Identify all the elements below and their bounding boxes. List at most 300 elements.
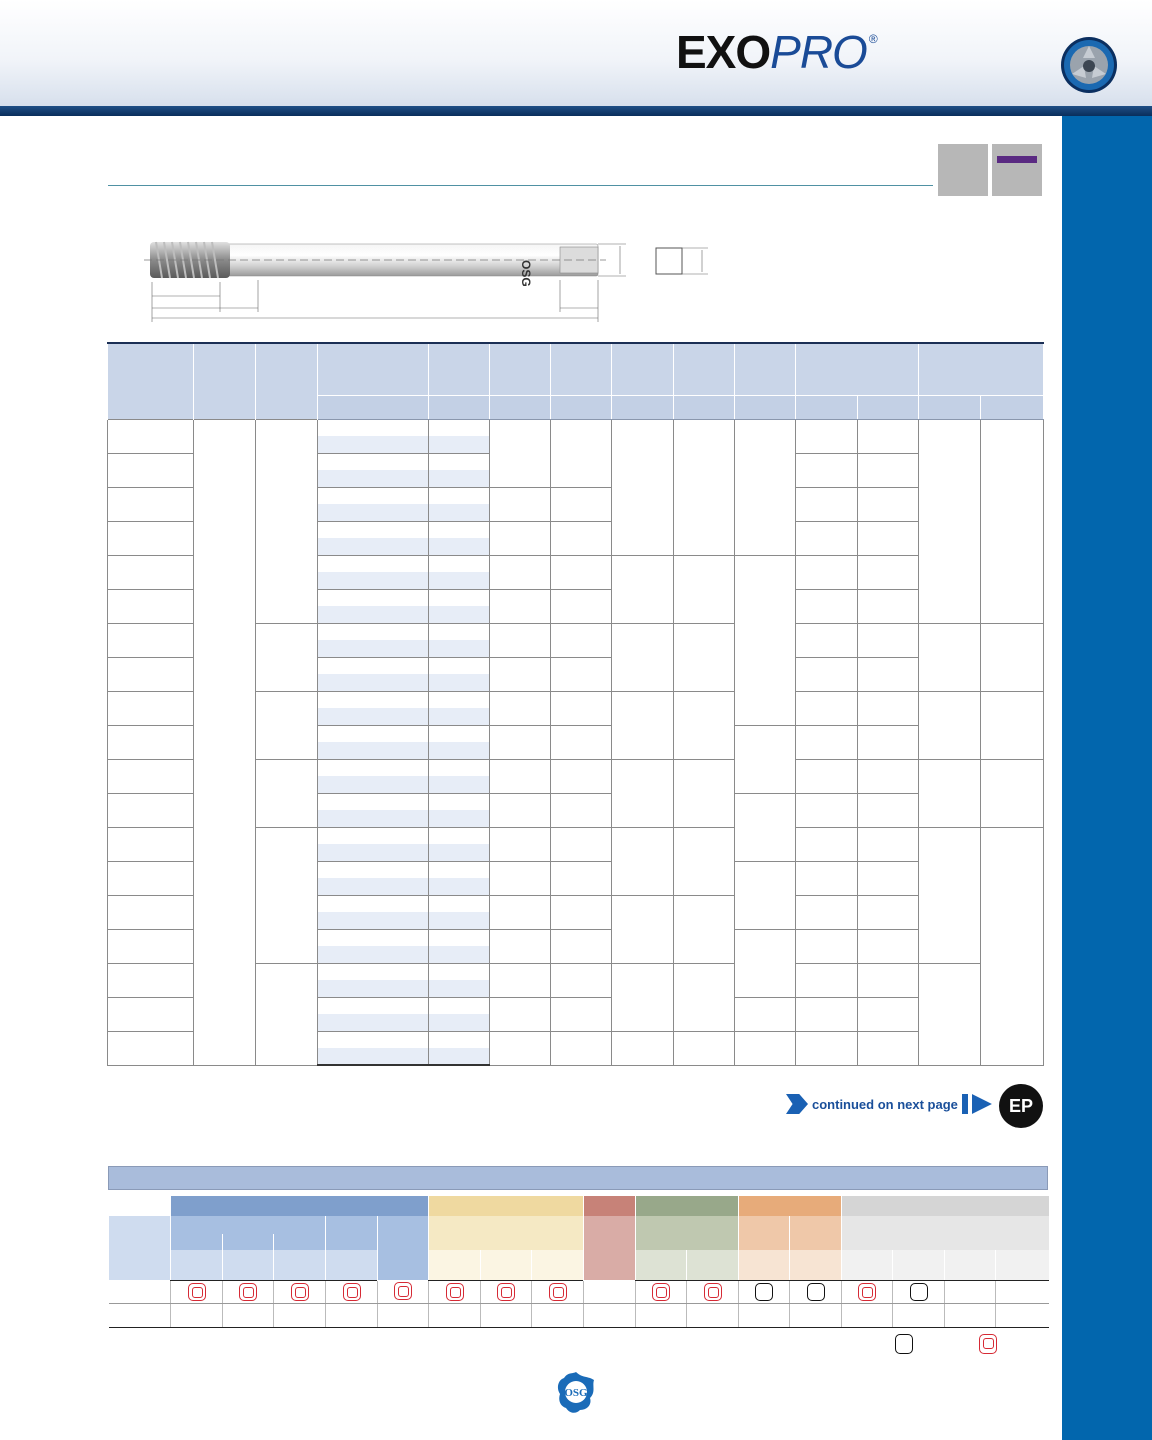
table-cell <box>551 657 612 691</box>
table-cell <box>551 419 612 487</box>
table-cell <box>735 1031 796 1065</box>
table-cell <box>674 419 735 555</box>
mat-sub-5 <box>584 1216 636 1280</box>
applicable-symbol-icon <box>807 1283 825 1301</box>
table-cell <box>429 691 490 708</box>
table-cell <box>318 997 429 1014</box>
bar-icon <box>962 1094 968 1114</box>
mat-cell <box>687 1303 739 1327</box>
title-rule <box>108 185 933 186</box>
table-cell <box>796 963 858 997</box>
svg-text:OSG: OSG <box>564 1387 588 1399</box>
table-cell <box>981 419 1044 623</box>
table-cell <box>429 487 490 504</box>
table-cell <box>490 793 551 827</box>
tap-spec-table <box>107 342 1044 1066</box>
table-cell <box>318 963 429 980</box>
table-cell <box>796 793 858 827</box>
table-cell <box>318 606 429 623</box>
table-cell <box>551 793 612 827</box>
continued-note <box>786 1092 992 1116</box>
table-cell <box>490 929 551 963</box>
table-cell <box>108 895 194 929</box>
ep-badge: EP <box>999 1084 1043 1128</box>
arrow-left-icon <box>786 1094 808 1114</box>
sub-head <box>490 395 551 419</box>
osg-logo-icon <box>554 1370 598 1414</box>
table-cell <box>796 691 858 725</box>
col-head-8 <box>612 343 674 395</box>
sub-head <box>858 395 919 419</box>
table-cell <box>429 623 490 640</box>
table-cell <box>108 861 194 895</box>
mat-cell <box>274 1280 326 1303</box>
table-cell <box>490 521 551 555</box>
table-cell <box>858 657 919 691</box>
table-cell <box>318 589 429 606</box>
mat-cell <box>945 1280 996 1303</box>
table-cell <box>919 759 981 827</box>
table-cell <box>429 470 490 487</box>
table-cell <box>318 725 429 742</box>
mat-group-stainless <box>429 1196 584 1216</box>
exopro-logo <box>676 26 878 78</box>
table-cell <box>318 674 429 691</box>
table-cell <box>429 963 490 980</box>
mat-cell <box>790 1280 842 1303</box>
mat-sub-6 <box>636 1216 739 1250</box>
table-cell <box>551 623 612 657</box>
table-cell <box>429 997 490 1014</box>
table-cell <box>429 572 490 589</box>
header-bar <box>0 106 1152 116</box>
table-cell <box>108 453 194 487</box>
logo-exo: EXO <box>676 26 771 78</box>
table-cell <box>108 419 194 453</box>
recommended-symbol-icon <box>239 1283 257 1301</box>
table-cell <box>108 929 194 963</box>
mat-cell <box>429 1280 481 1303</box>
mat-cell <box>893 1303 945 1327</box>
table-cell <box>490 487 551 521</box>
table-cell <box>858 861 919 895</box>
mat-row-label <box>109 1303 171 1327</box>
table-cell <box>612 895 674 963</box>
mat-leaf <box>842 1250 893 1280</box>
material-header-bar <box>108 1166 1048 1190</box>
table-cell <box>256 827 318 963</box>
table-cell <box>429 946 490 963</box>
mat-cell <box>893 1280 945 1303</box>
table-cell <box>796 861 858 895</box>
table-cell <box>796 827 858 861</box>
table-cell <box>858 487 919 521</box>
table-cell <box>429 521 490 538</box>
tab-marker-purple <box>992 144 1042 196</box>
table-cell <box>796 1031 858 1065</box>
table-cell <box>858 589 919 623</box>
table-cell <box>674 827 735 895</box>
table-cell <box>735 555 796 725</box>
table-cell <box>858 759 919 793</box>
mat-leaf <box>429 1250 481 1280</box>
mat-cell <box>223 1280 274 1303</box>
table-cell <box>490 725 551 759</box>
table-cell <box>108 793 194 827</box>
table-cell <box>490 997 551 1031</box>
table-cell <box>429 895 490 912</box>
table-cell <box>735 997 796 1031</box>
mat-cell <box>171 1303 223 1327</box>
recommended-symbol-icon <box>704 1283 722 1301</box>
table-cell <box>318 572 429 589</box>
recommended-symbol-icon <box>652 1283 670 1301</box>
page-header <box>0 0 1152 108</box>
table-cell <box>490 759 551 793</box>
table-cell <box>674 555 735 623</box>
table-cell <box>429 759 490 776</box>
table-cell <box>796 623 858 657</box>
table-cell <box>318 521 429 538</box>
table-cell <box>318 895 429 912</box>
logo-registered: ® <box>868 32 878 46</box>
table-cell <box>551 521 612 555</box>
table-cell <box>551 861 612 895</box>
table-cell <box>318 776 429 793</box>
table-cell <box>429 606 490 623</box>
table-cell <box>429 1048 490 1065</box>
table-cell <box>551 895 612 929</box>
sub-head <box>318 395 429 419</box>
mat-cell <box>687 1280 739 1303</box>
table-cell <box>318 504 429 521</box>
mat-leaf <box>945 1250 996 1280</box>
mat-cell <box>326 1280 378 1303</box>
table-cell <box>735 929 796 997</box>
table-cell <box>490 657 551 691</box>
mat-cell <box>378 1303 429 1327</box>
table-cell <box>981 691 1044 759</box>
thread-mill-icon <box>1060 36 1118 94</box>
table-cell <box>318 912 429 929</box>
table-cell <box>735 793 796 861</box>
table-cell <box>429 555 490 572</box>
mat-cell <box>378 1280 429 1303</box>
mat-sub-2 <box>326 1216 378 1250</box>
material-empty-row <box>109 1303 1049 1327</box>
table-cell <box>551 555 612 589</box>
col-head-3 <box>256 343 318 419</box>
table-cell <box>490 1031 551 1065</box>
table-cell <box>612 963 674 1031</box>
mat-cell <box>945 1303 996 1327</box>
table-cell <box>108 827 194 861</box>
table-cell <box>429 589 490 606</box>
mat-cell <box>842 1303 893 1327</box>
mat-sub-1b <box>223 1234 274 1250</box>
recommended-symbol-icon <box>497 1283 515 1301</box>
table-cell <box>108 589 194 623</box>
table-cell <box>796 453 858 487</box>
mat-cell <box>996 1280 1049 1303</box>
tab-marker-grey <box>938 144 988 196</box>
table-cell <box>108 997 194 1031</box>
mat-leaf <box>636 1250 687 1280</box>
table-cell <box>858 623 919 657</box>
table-cell <box>318 657 429 674</box>
col-head-5 <box>429 343 490 395</box>
table-cell <box>194 419 256 1065</box>
side-tab-bar <box>1062 116 1152 1440</box>
table-cell <box>429 1014 490 1031</box>
table-cell <box>429 657 490 674</box>
mat-cell <box>532 1303 584 1327</box>
table-cell <box>318 487 429 504</box>
table-cell <box>318 1014 429 1031</box>
table-cell <box>429 725 490 742</box>
table-cell <box>858 691 919 725</box>
recommended-symbol-icon <box>549 1283 567 1301</box>
sub-head <box>612 395 674 419</box>
col-head-12 <box>919 343 1044 395</box>
sub-head <box>796 395 858 419</box>
table-cell <box>256 759 318 827</box>
table-cell <box>108 691 194 725</box>
svg-text:OSG: OSG <box>519 260 533 287</box>
table-cell <box>490 963 551 997</box>
table-cell <box>256 419 318 623</box>
table-cell <box>318 708 429 725</box>
table-cell <box>318 844 429 861</box>
mat-cell <box>636 1303 687 1327</box>
table-cell <box>429 708 490 725</box>
table-cell <box>674 623 735 691</box>
mat-group-hardened <box>842 1196 1049 1216</box>
table-cell <box>318 742 429 759</box>
table-cell <box>318 436 429 453</box>
table-cell <box>429 861 490 878</box>
table-cell <box>735 725 796 793</box>
table-cell <box>490 827 551 861</box>
col-head-11 <box>796 343 919 395</box>
applicable-symbol-icon <box>755 1283 773 1301</box>
table-cell <box>551 759 612 793</box>
mat-sub-3 <box>378 1216 429 1280</box>
mat-sub-1 <box>171 1216 326 1234</box>
table-cell <box>318 538 429 555</box>
table-cell <box>318 1031 429 1048</box>
table-cell <box>318 861 429 878</box>
table-row <box>108 419 1044 436</box>
table-cell <box>256 623 318 691</box>
mat-sub-1c <box>274 1234 326 1250</box>
table-cell <box>429 453 490 470</box>
table-cell <box>429 1031 490 1048</box>
col-head-7 <box>551 343 612 395</box>
table-cell <box>108 657 194 691</box>
mat-cell <box>636 1280 687 1303</box>
table-cell <box>981 827 1044 1065</box>
table-cell <box>612 1031 674 1065</box>
table-cell <box>318 470 429 487</box>
table-cell <box>318 793 429 810</box>
table-cell <box>318 555 429 572</box>
material-table <box>108 1196 1049 1328</box>
table-cell <box>429 674 490 691</box>
table-cell <box>108 759 194 793</box>
table-cell <box>612 623 674 691</box>
mat-cell <box>739 1303 790 1327</box>
recommended-symbol-icon <box>394 1282 412 1300</box>
table-cell <box>429 742 490 759</box>
mat-row-label <box>109 1280 171 1303</box>
recommended-symbol-icon <box>343 1283 361 1301</box>
mat-sub-1a <box>171 1234 223 1250</box>
table-cell <box>796 997 858 1031</box>
table-cell <box>429 504 490 521</box>
col-head-4 <box>318 343 429 395</box>
table-cell <box>318 980 429 997</box>
table-cell <box>919 691 981 759</box>
arrow-right-icon <box>972 1094 992 1114</box>
table-cell <box>318 1048 429 1065</box>
table-cell <box>981 759 1044 827</box>
mat-cell <box>429 1303 481 1327</box>
table-cell <box>858 555 919 589</box>
mat-leaf <box>893 1250 945 1280</box>
mat-sub-7 <box>739 1216 790 1250</box>
sub-head <box>551 395 612 419</box>
table-cell <box>429 436 490 453</box>
table-cell <box>318 929 429 946</box>
mat-cell <box>481 1303 532 1327</box>
mat-cell <box>326 1303 378 1327</box>
col-head-6 <box>490 343 551 395</box>
mat-leaf <box>326 1250 378 1280</box>
table-cell <box>551 827 612 861</box>
mat-sub-8 <box>790 1216 842 1250</box>
table-cell <box>796 759 858 793</box>
table-cell <box>490 419 551 487</box>
table-cell <box>919 963 981 1065</box>
mat-leaf <box>223 1250 274 1280</box>
table-cell <box>919 623 981 691</box>
mat-cell <box>171 1280 223 1303</box>
table-cell <box>919 419 981 623</box>
col-head-2 <box>194 343 256 419</box>
table-cell <box>858 895 919 929</box>
table-cell <box>674 963 735 1031</box>
mat-sub-9 <box>842 1216 1049 1250</box>
table-cell <box>429 912 490 929</box>
table-cell <box>318 691 429 708</box>
sub-head <box>981 395 1044 419</box>
table-cell <box>429 776 490 793</box>
sub-head <box>429 395 490 419</box>
table-cell <box>256 963 318 1065</box>
table-cell <box>674 895 735 963</box>
mat-cell <box>481 1280 532 1303</box>
table-cell <box>858 997 919 1031</box>
sub-head <box>735 395 796 419</box>
table-cell <box>318 623 429 640</box>
table-cell <box>108 521 194 555</box>
table-cell <box>796 419 858 453</box>
table-cell <box>858 793 919 827</box>
mat-leaf <box>790 1250 842 1280</box>
table-cell <box>256 691 318 759</box>
mat-cell <box>223 1303 274 1327</box>
mat-leaf <box>171 1250 223 1280</box>
mat-leaf <box>687 1250 739 1280</box>
table-cell <box>551 691 612 725</box>
table-cell <box>429 640 490 657</box>
table-cell <box>735 419 796 555</box>
mat-cell <box>584 1303 636 1327</box>
table-cell <box>858 521 919 555</box>
recommended-symbol-icon <box>446 1283 464 1301</box>
mat-cell <box>532 1280 584 1303</box>
table-cell <box>551 487 612 521</box>
table-cell <box>429 929 490 946</box>
logo-pro: PRO <box>770 26 867 78</box>
table-cell <box>551 1031 612 1065</box>
mat-group-nonferrous <box>636 1196 739 1216</box>
mat-leaf <box>739 1250 790 1280</box>
mat-group-heat-resistant <box>739 1196 842 1216</box>
mat-cell <box>584 1280 636 1303</box>
purple-stripe <box>997 156 1037 163</box>
mat-corner <box>109 1196 171 1216</box>
table-cell <box>551 589 612 623</box>
table-cell <box>429 538 490 555</box>
table-cell <box>858 419 919 453</box>
table-cell <box>490 623 551 657</box>
table-cell <box>108 725 194 759</box>
table-cell <box>919 827 981 963</box>
table-cell <box>490 555 551 589</box>
table-cell <box>318 759 429 776</box>
table-cell <box>674 759 735 827</box>
mat-leaf <box>532 1250 584 1280</box>
table-cell <box>429 827 490 844</box>
table-cell <box>796 725 858 759</box>
table-cell <box>318 419 429 436</box>
material-table-header <box>108 1166 1048 1190</box>
mat-cell <box>996 1303 1049 1327</box>
table-cell <box>551 725 612 759</box>
table-cell <box>108 1031 194 1065</box>
table-cell <box>318 827 429 844</box>
table-cell <box>490 589 551 623</box>
table-cell <box>796 555 858 589</box>
table-cell <box>429 844 490 861</box>
table-cell <box>796 521 858 555</box>
table-cell <box>490 895 551 929</box>
col-head-9 <box>674 343 735 395</box>
recommended-symbol-icon <box>858 1283 876 1301</box>
table-cell <box>108 963 194 997</box>
table-cell <box>318 946 429 963</box>
mat-cell <box>739 1280 790 1303</box>
table-cell <box>674 1031 735 1065</box>
table-cell <box>612 419 674 555</box>
recommended-symbol-icon <box>188 1283 206 1301</box>
sub-head <box>919 395 981 419</box>
mat-cell <box>790 1303 842 1327</box>
sub-head <box>674 395 735 419</box>
mat-group-steel <box>171 1196 429 1216</box>
